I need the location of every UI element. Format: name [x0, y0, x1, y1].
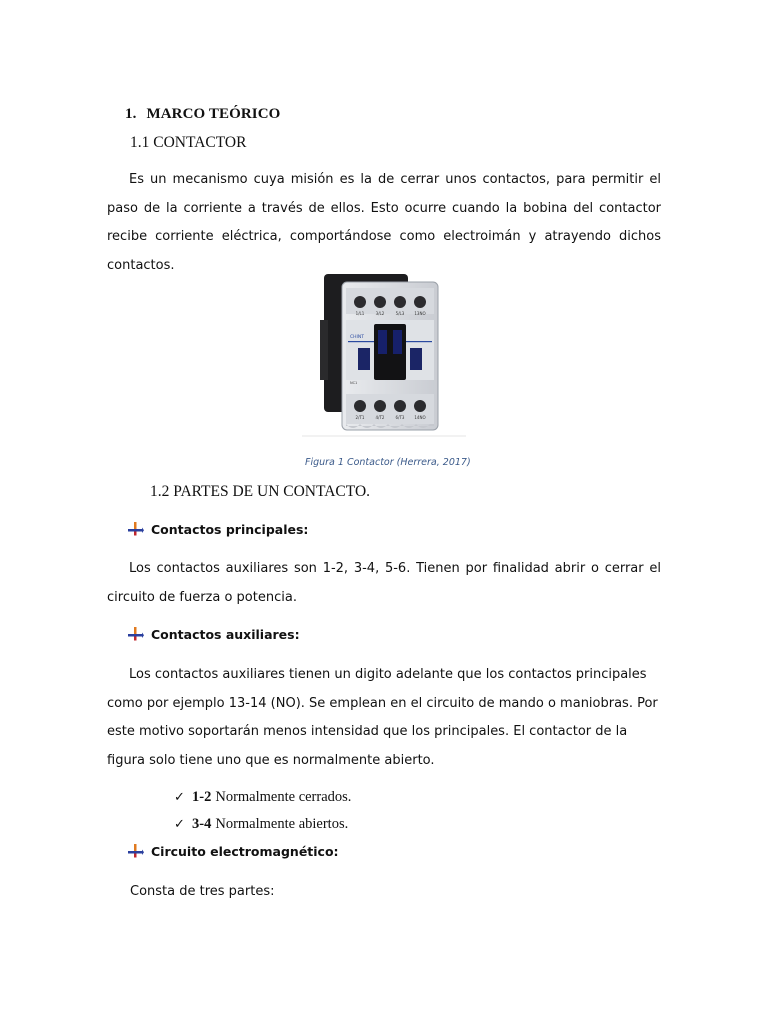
bottom-terminals [346, 394, 434, 424]
terminal-label: 5/L3 [395, 311, 405, 316]
paragraph-contactos-auxiliares [107, 661, 661, 775]
terminal-label: 2/T1 [355, 415, 365, 420]
paragraph-circuito-electromagnetico: Consta de tres partes: [130, 884, 275, 899]
paragraph-text: Los contactos auxiliares son 1-2, 3-4, 5-6. Tienen por finalidad abrir o cerrar el circuito de fuerza o potencia. [107, 561, 661, 605]
figure-caption: Figura 1 Contactor (Herrera, 2017) [305, 457, 471, 468]
terminal-label: 3/L2 [375, 311, 385, 316]
bullet-title: Contactos principales: [151, 522, 309, 537]
paragraph-text: Los contactos auxiliares tienen un digito adelante que los contactos principales como por ejemplo 13-14 (NO). Se emplean en el circuito de mando o maniobras. Por este motivo soportarán menos intensidad que los principales. El contactor de la figura solo tiene uno que es normalmente abierto. [107, 667, 658, 768]
terminal-label: 13NO [414, 311, 426, 316]
bullet-title: Contactos auxiliares: [151, 627, 300, 642]
check-item [174, 816, 348, 833]
section-title: MARCO TEÓRICO [146, 106, 281, 122]
paragraph-definition [107, 166, 661, 280]
top-terminals [346, 288, 434, 316]
check-item-code: 1-2 [192, 789, 212, 805]
brand-label: CHINT [350, 335, 364, 340]
check-item-code: 3-4 [192, 816, 212, 832]
subsection-heading-contactor: 1.1 CONTACTOR [130, 134, 247, 151]
bullet-title: Circuito electromagnético: [151, 844, 339, 859]
checkmark-icon: ✓ [174, 817, 185, 832]
terminal-label: 4/T2 [375, 415, 385, 420]
checkmark-icon: ✓ [174, 790, 185, 805]
bullet-arrow-icon [128, 627, 144, 641]
contactor-figure [302, 268, 466, 438]
bullet-contactos-principales [128, 522, 308, 537]
paragraph-contactos-principales [107, 555, 661, 612]
terminal-label: 14NO [414, 415, 426, 420]
svg-text:NC1: NC1 [350, 381, 358, 385]
check-item [174, 789, 351, 806]
subsection-heading-parts: 1.2 PARTES DE UN CONTACTO. [150, 483, 371, 500]
paragraph-definition-text: Es un mecanismo cuya misión es la de cerrar unos contactos, para permitir el paso de la corriente a través de ellos. Esto ocurre cuando la bobina del contactor recibe corriente eléctrica, comportándose como electroimán y atrayendo dichos contactos. [107, 172, 661, 273]
check-item-text: Normalmente cerrados. [215, 789, 352, 805]
bullet-contactos-auxiliares [128, 627, 300, 642]
terminal-label: 1/L1 [355, 311, 365, 316]
bullet-circuito-electromagnetico [128, 844, 339, 859]
bullet-arrow-icon [128, 522, 144, 536]
section-heading [125, 106, 280, 123]
check-item-text: Normalmente abiertos. [215, 816, 349, 832]
bullet-arrow-icon [128, 844, 144, 858]
section-number: 1. [125, 106, 137, 122]
terminal-label: 6/T3 [395, 415, 405, 420]
